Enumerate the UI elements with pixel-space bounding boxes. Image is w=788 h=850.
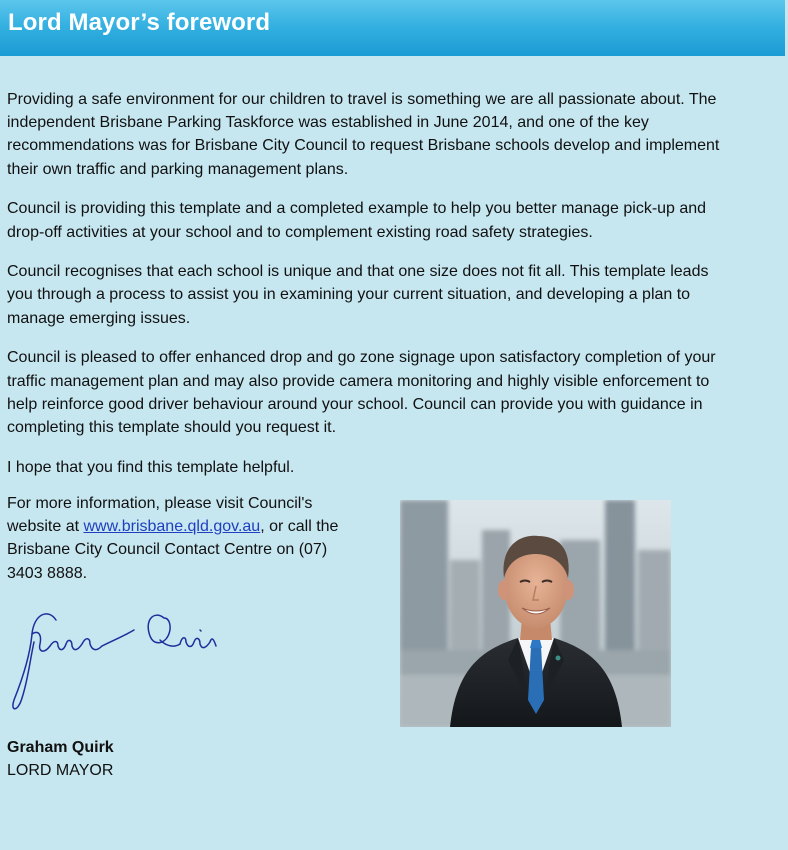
council-website-link[interactable]: www.brisbane.qld.gov.au: [83, 518, 261, 536]
contact-prefix: For more information, please visit Council's website at: [7, 495, 313, 536]
lord-mayor-portrait: [400, 500, 671, 727]
foreword-body: [7, 88, 722, 495]
paragraph-unique: Council recognises that each school is unique and that one size does not fit all. This template leads you through a process to assist you in examining your current situation, and developing a plan to manage emerging issues.: [7, 263, 709, 327]
paragraph-template: Council is providing this template and a completed example to help you better manage pick-up and drop-off activities at your school and to complement existing road safety strategies.: [7, 200, 707, 241]
signature-image: [4, 600, 224, 720]
signatory-name: Graham Quirk: [7, 739, 114, 756]
page-header: [0, 0, 785, 56]
contact-info: [7, 492, 367, 585]
paragraph-closing: I hope that you find this template helpful.: [7, 458, 295, 476]
contact-suffix: , or call the Brisbane City Council Contact Centre on (07) 3403 8888.: [7, 518, 339, 582]
paragraph-signage: Council is pleased to offer enhanced drop and go zone signage upon satisfactory completion of your traffic management plan and may also provide camera monitoring and highly visible enforcement to help reinforce good driver behaviour around your school. Council can provide you with guidance in completing this template should you request it.: [7, 349, 716, 436]
signatory-title: LORD MAYOR: [7, 762, 114, 779]
page-title: Lord Mayor’s foreword: [8, 9, 271, 36]
paragraph-intro: Providing a safe environment for our children to travel is something we are all passionate about. The independent Brisbane Parking Taskforce was established in June 2014, and one of the key recommendations was for Brisbane City Council to request Brisbane schools develop and implement their own traffic and parking management plans.: [7, 91, 720, 178]
